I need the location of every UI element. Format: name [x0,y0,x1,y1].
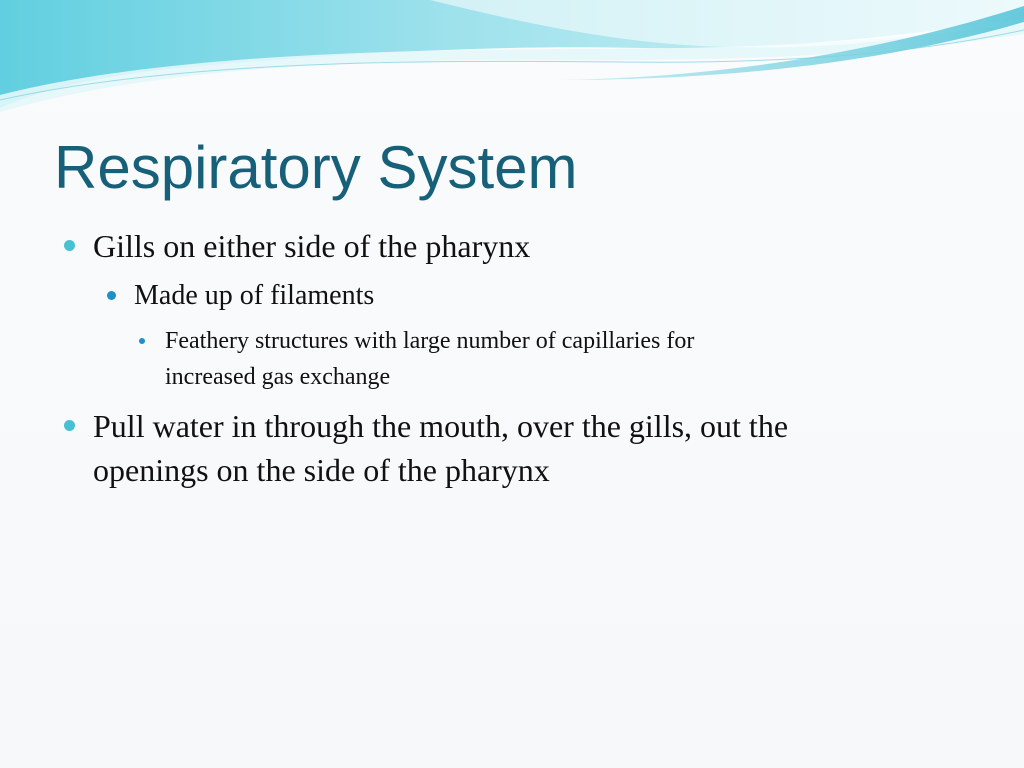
bullet-text: Made up of filaments [134,280,375,311]
bullet-dot-icon [107,291,116,300]
bullet-text: Gills on either side of the pharynx [93,228,531,264]
slide-title: Respiratory System [54,134,578,201]
decorative-wave-banner [0,0,1024,130]
bullet-dot-icon [64,240,75,251]
bullet-level3 [165,323,965,395]
bullet-dot-icon [64,420,75,431]
bullet-text-line: openings on the side of the pharynx [93,452,550,488]
bullet-dot-icon [139,338,145,344]
bullet-text-line: Pull water in through the mouth, over the gills, out the [93,408,789,444]
bullet-level2 [134,276,374,316]
bullet-text-line: Feathery structures with large number of capillaries for [165,328,695,354]
bullet-level1 [93,404,973,492]
bullet-level1 [93,224,530,268]
bullet-text-line: increased gas exchange [165,364,391,390]
